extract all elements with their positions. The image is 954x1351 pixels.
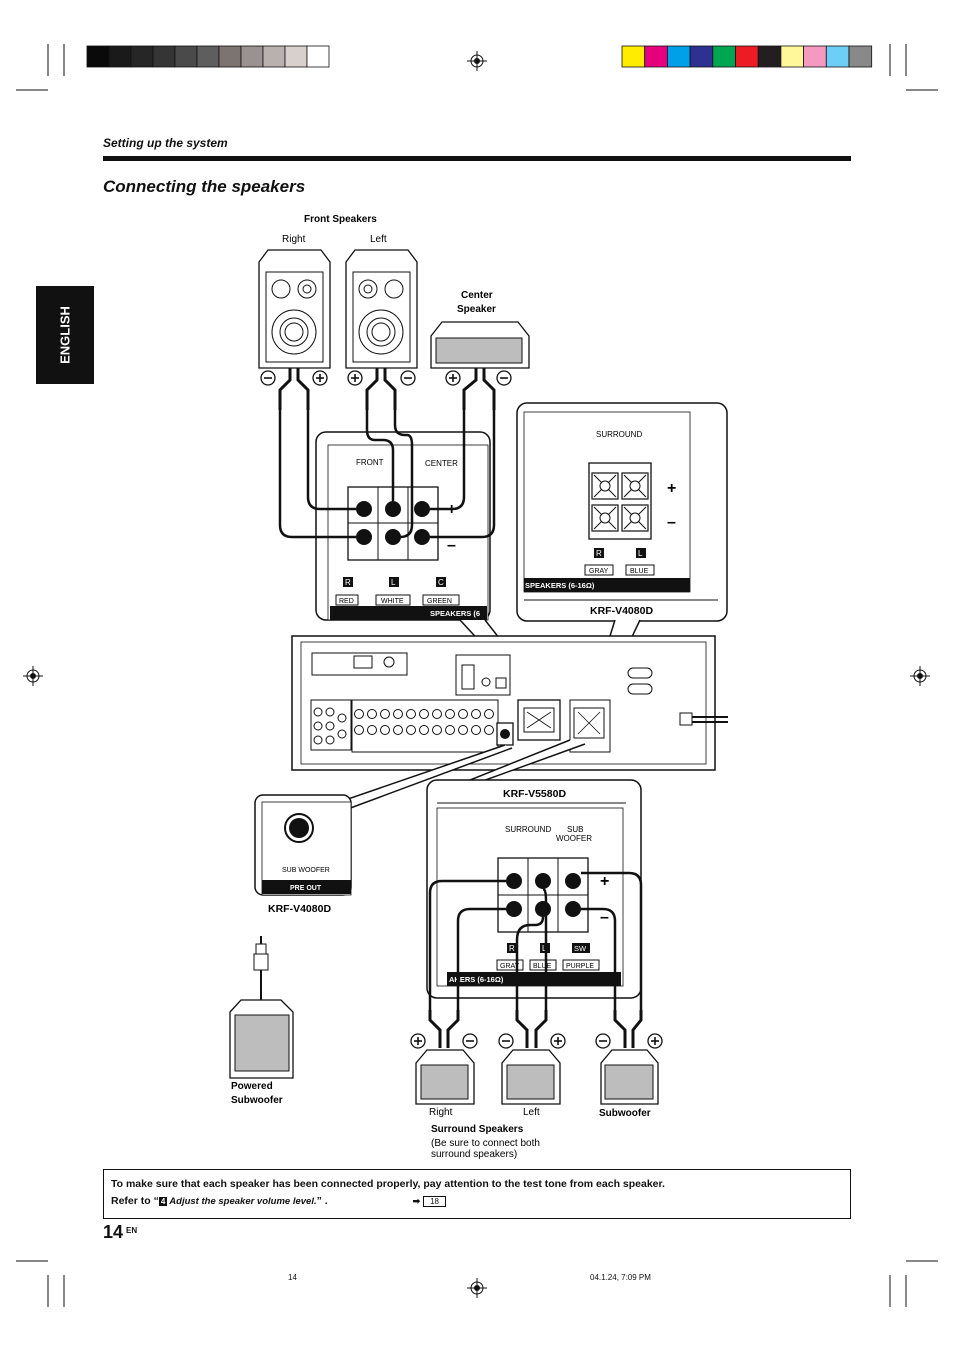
model-label: KRF-V5580D <box>503 788 567 800</box>
color-blue: BLUE <box>533 963 552 970</box>
minus-icon <box>261 371 275 385</box>
rca-jack <box>338 714 346 722</box>
woofer-label: WOOFER <box>556 834 592 843</box>
surround-right-label: Right <box>429 1107 453 1118</box>
surround-left-speaker-icon <box>502 1050 560 1104</box>
rca-jack <box>433 710 442 719</box>
rca-jack <box>381 726 390 735</box>
surround-panel-footer: SPEAKERS (6-16Ω) <box>525 581 595 590</box>
badge-c: C <box>438 578 444 587</box>
rca-jack <box>314 722 322 730</box>
surround-note-2: surround speakers) <box>431 1149 518 1160</box>
rca-jack <box>338 730 346 738</box>
rca-jack <box>381 710 390 719</box>
pre-out-label: PRE OUT <box>290 885 322 892</box>
page-title: Connecting the speakers <box>103 177 306 196</box>
color-gray: GRAY <box>589 568 609 575</box>
surround-label: SURROUND <box>505 825 552 834</box>
footer-page: 14 <box>288 1273 297 1282</box>
page-number: 14 <box>103 1222 124 1242</box>
subwoofer-icon <box>601 1050 658 1104</box>
section-label: Setting up the system <box>103 136 228 150</box>
surround-label: SURROUND <box>596 430 643 439</box>
rca-jack <box>355 726 364 735</box>
badge-l: L <box>391 578 396 587</box>
arrow-icon: ➡ <box>412 1196 421 1206</box>
rca-jack <box>368 710 377 719</box>
surround-terminal-block <box>589 463 651 539</box>
subwoofer-label: Subwoofer <box>599 1108 651 1119</box>
minus-icon <box>401 371 415 385</box>
plus-icon <box>411 1034 425 1048</box>
badge-sw: SW <box>574 944 587 953</box>
rca-jack <box>394 710 403 719</box>
rca-jack <box>314 708 322 716</box>
minus-sign: – <box>447 537 456 554</box>
surround-left-label: Left <box>523 1107 540 1118</box>
page-ref[interactable]: 18 <box>423 1196 446 1207</box>
model-label: KRF-V4080D <box>590 605 654 617</box>
color-blue: BLUE <box>630 568 649 575</box>
minus-icon <box>596 1034 610 1048</box>
refer-suffix: ” . <box>316 1195 328 1207</box>
color-purple: PURPLE <box>566 963 595 970</box>
rca-jack <box>326 722 334 730</box>
rca-jack <box>446 710 455 719</box>
center-label: CENTER <box>425 459 458 468</box>
rca-jack <box>420 710 429 719</box>
center-speaker-label-1: Center <box>461 290 493 301</box>
step-badge: 4 <box>160 1197 166 1206</box>
powered-subwoofer-label-2: Subwoofer <box>231 1095 283 1106</box>
language-tab-label: ENGLISH <box>57 306 73 364</box>
badge-r: R <box>596 549 602 558</box>
rca-jack <box>368 726 377 735</box>
sub-label: SUB <box>567 825 584 834</box>
color-gray: GRAY <box>500 963 520 970</box>
minus-icon <box>499 1034 513 1048</box>
rca-jack <box>394 726 403 735</box>
receiver-rear-panel <box>292 636 728 770</box>
rca-jack <box>420 726 429 735</box>
front-left-label: Left <box>370 234 387 245</box>
rca-jack <box>407 726 416 735</box>
minus-sign: – <box>600 909 609 926</box>
plus-icon <box>446 371 460 385</box>
center-speaker-icon <box>431 322 529 368</box>
sub-woofer-label: SUB WOOFER <box>282 867 330 874</box>
minus-sign: – <box>667 514 676 531</box>
note-reference <box>111 1195 446 1207</box>
footer-timestamp: 04.1.24, 7:09 PM <box>590 1273 651 1282</box>
plus-icon <box>313 371 327 385</box>
rca-jack <box>472 726 481 735</box>
note-box <box>103 1169 851 1219</box>
front-right-speaker-icon <box>259 250 330 368</box>
rca-jack <box>459 710 468 719</box>
front-right-label: Right <box>282 234 306 245</box>
surround-speakers-title: Surround Speakers <box>431 1124 524 1135</box>
powered-subwoofer-icon <box>230 1000 293 1078</box>
rca-jack <box>314 736 322 744</box>
front-left-speaker-icon <box>346 250 417 368</box>
rca-jack <box>407 710 416 719</box>
color-red: RED <box>339 598 354 605</box>
badge-r: R <box>345 578 351 587</box>
plus-sign: + <box>447 501 457 518</box>
rca-jack <box>433 726 442 735</box>
front-panel-footer: SPEAKERS (6 <box>430 609 481 618</box>
rca-jack <box>355 710 364 719</box>
color-white: WHITE <box>381 598 404 605</box>
minus-icon <box>463 1034 477 1048</box>
front-speakers-title: Front Speakers <box>304 214 377 225</box>
color-green: GREEN <box>427 598 452 605</box>
badge-r: R <box>509 944 515 953</box>
refer-title: Adjust the speaker volume level. <box>169 1196 317 1207</box>
rca-jack <box>485 710 494 719</box>
refer-prefix: Refer to “ <box>111 1195 159 1207</box>
rca-jack <box>485 726 494 735</box>
center-speaker-label-2: Speaker <box>457 304 496 315</box>
badge-l: L <box>542 944 547 953</box>
model-label: KRF-V4080D <box>268 903 332 915</box>
note-text: To make sure that each speaker has been connected properly, pay attention to the test tone from each speaker. <box>111 1178 665 1190</box>
powered-subwoofer-label-1: Powered <box>231 1081 273 1092</box>
rca-plug-icon <box>254 936 268 1000</box>
surround-right-speaker-icon <box>416 1050 474 1104</box>
plus-sign: + <box>600 873 610 890</box>
page-lang-suffix: EN <box>126 1226 138 1235</box>
badge-l: L <box>638 549 643 558</box>
rca-jack <box>459 726 468 735</box>
surround-panel-footer: AKERS (6-16Ω) <box>449 975 504 984</box>
minus-icon <box>497 371 511 385</box>
front-label: FRONT <box>356 458 384 467</box>
rca-jack <box>326 736 334 744</box>
plus-sign: + <box>667 480 677 497</box>
rca-jack <box>326 708 334 716</box>
rca-jack <box>472 710 481 719</box>
plus-icon <box>648 1034 662 1048</box>
plus-icon <box>348 371 362 385</box>
rca-jack <box>446 726 455 735</box>
plus-icon <box>551 1034 565 1048</box>
surround-note-1: (Be sure to connect both <box>431 1138 540 1149</box>
